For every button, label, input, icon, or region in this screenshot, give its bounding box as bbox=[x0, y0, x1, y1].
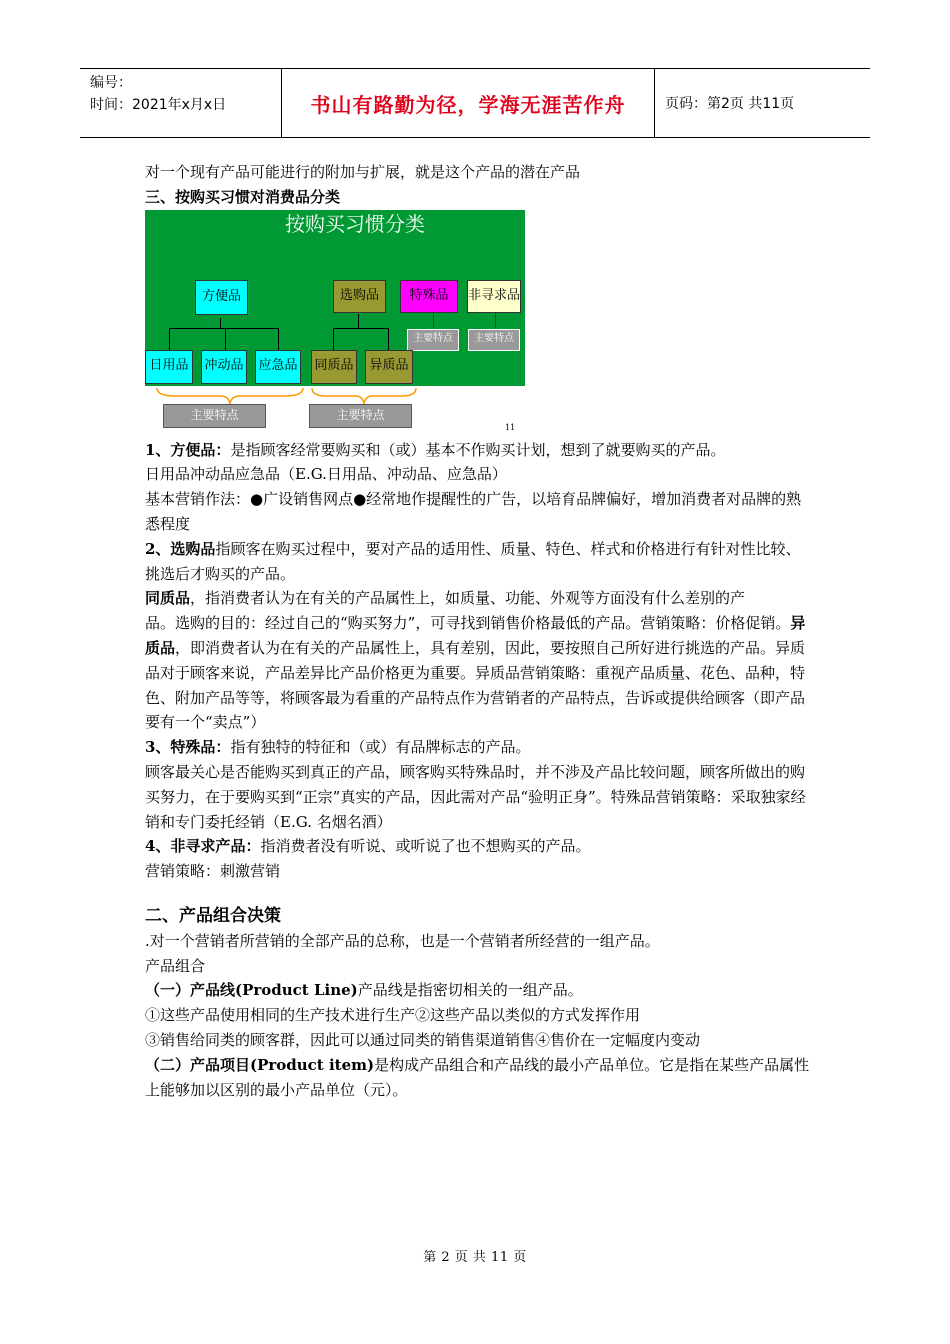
page-info: 页码：第2页 共11页 bbox=[665, 96, 795, 112]
unsought-goods-box: 非寻求品 bbox=[467, 280, 521, 313]
paragraph bbox=[145, 834, 810, 859]
paragraph: 产品组合 bbox=[145, 956, 206, 975]
paragraph-text: 指消费者没有听说、或听说了也不想购买的产品。 bbox=[260, 837, 591, 856]
section-heading: 二、产品组合决策 bbox=[145, 905, 281, 926]
connector-line bbox=[388, 328, 389, 350]
term-homogeneous: 同质品 bbox=[145, 589, 191, 608]
paragraph-text: 是指顾客经常要购买和（或）基本不作购买计划，想到了就要购买的产品。 bbox=[230, 440, 726, 459]
connector-line bbox=[278, 328, 279, 350]
paragraph bbox=[145, 978, 810, 1003]
convenience-goods-box: 方便品 bbox=[195, 280, 248, 315]
paragraph-text: ，指消费者认为在有关的产品属性上，如质量、功能、外观等方面没有什么差别的产 bbox=[190, 589, 746, 608]
paragraph bbox=[145, 586, 810, 611]
paragraph: 日用品冲动品应急品（E.G.日用品、冲动品、应急品） bbox=[145, 465, 507, 484]
paragraph: 顾客最关心是否能购买到真正的产品，顾客购买特殊品时，并不涉及产品比较问题，顾客所做出的购买努力，在于要购买到“正宗”真实的产品，因此需对产品“验明正身”。特殊品营销策略：采取独家经销和专门委托经销（E.G. 名烟名酒） bbox=[145, 762, 806, 831]
header-left-cell bbox=[80, 69, 282, 137]
paragraph-text: 指顾客在购买过程中，要对产品的适用性、质量、特色、样式和价格进行有针对性比较、挑选后才购买的产品。 bbox=[145, 539, 801, 583]
motto: 书山有路勤为径，学海无涯苦作舟 bbox=[282, 69, 655, 137]
paragraph bbox=[145, 735, 810, 760]
section-heading: 三、按购买习惯对消费品分类 bbox=[145, 187, 341, 206]
term-product-line: （一）产品线(Product Line) bbox=[145, 981, 358, 1000]
feature-box-small: 主要特点 bbox=[407, 329, 459, 351]
connector-line bbox=[333, 328, 334, 350]
daily-goods-box: 日用品 bbox=[145, 350, 193, 384]
connector-line bbox=[169, 328, 279, 329]
slide-number: 11 bbox=[505, 422, 516, 432]
homogeneous-goods-box: 同质品 bbox=[311, 350, 357, 384]
connector-line bbox=[333, 328, 388, 329]
paragraph-text: 产品线是指密切相关的一组产品。 bbox=[357, 981, 583, 1000]
connector-line bbox=[495, 312, 496, 328]
paragraph: 营销策略：刺激营销 bbox=[145, 862, 281, 881]
paragraph bbox=[145, 611, 810, 735]
term-unsought: 4、非寻求产品： bbox=[145, 837, 261, 856]
paragraph: ③销售给同类的顾客群，因此可以通过同类的销售渠道销售④售价在一定幅度内变动 bbox=[145, 1030, 701, 1049]
classification-diagram bbox=[145, 210, 535, 435]
paragraph bbox=[145, 1053, 810, 1103]
term-product-item: （二）产品项目(Product item) bbox=[145, 1055, 375, 1074]
time-label: 时间：2021年x月x日 bbox=[90, 97, 227, 113]
paragraph bbox=[145, 537, 810, 587]
specialty-goods-box: 特殊品 bbox=[400, 280, 458, 313]
page-footer: 第 2 页 共 11 页 bbox=[423, 1250, 527, 1265]
document-body bbox=[145, 160, 810, 1102]
paragraph: ①这些产品使用相同的生产技术进行生产②这些产品以类似的方式发挥作用 bbox=[145, 1006, 641, 1025]
term-specialty: 3、特殊品： bbox=[145, 738, 231, 757]
feature-box-small: 主要特点 bbox=[468, 329, 520, 351]
connector-line bbox=[169, 328, 170, 350]
paragraph-text: 指有独特的特征和（或）有品牌标志的产品。 bbox=[230, 738, 531, 757]
paragraph bbox=[145, 438, 810, 463]
page-header bbox=[80, 68, 870, 138]
feature-box-large: 主要特点 bbox=[309, 404, 412, 428]
paragraph-text: ，即消费者认为在有关的产品属性上，具有差别，因此，要按照自己所好进行挑选的产品。异质品对于顾客来说，产品差异比产品价格更为重要。异质品营销策略：重视产品质量、花色、品种，特色、附加产品等等，将顾客最为看重的产品特点作为营销者的产品特点，告诉或提供给顾客（即产品要有一个“卖点”） bbox=[145, 638, 806, 732]
paragraph-text: 是构成产品组合和产品线的最小产品单位。它是指在某些产品属性上能够加以区别的最小产品单位（元）。 bbox=[145, 1055, 810, 1099]
diagram-title: 按购买习惯分类 bbox=[285, 211, 425, 236]
term-shopping: 2、选购品 bbox=[145, 539, 216, 558]
connector-line bbox=[225, 328, 226, 350]
impulse-goods-box: 冲动品 bbox=[201, 350, 247, 384]
connector-line bbox=[358, 314, 359, 328]
term-heterogeneous: 异质品 bbox=[145, 614, 806, 657]
paragraph-text: 品。选购的目的：经过自己的“购买努力”，可寻找到销售价格最低的产品。营销策略：价格促销。 bbox=[145, 614, 791, 633]
term-convenience: 1、方便品： bbox=[145, 440, 231, 459]
heterogeneous-goods-box: 异质品 bbox=[365, 350, 413, 384]
emergency-goods-box: 应急品 bbox=[255, 350, 301, 384]
connector-line bbox=[433, 312, 434, 328]
feature-box-large: 主要特点 bbox=[163, 404, 266, 428]
shopping-goods-box: 选购品 bbox=[333, 280, 386, 313]
paragraph: 基本营销作法：●广设销售网点●经常地作提醒性的广告，以培育品牌偏好，增加消费者对品牌的熟悉程度 bbox=[145, 490, 802, 533]
paragraph: 对一个现有产品可能进行的附加与扩展，就是这个产品的潜在产品 bbox=[145, 163, 581, 181]
paragraph: .对一个营销者所营销的全部产品的总称，也是一个营销者所经营的一组产品。 bbox=[145, 931, 660, 950]
number-label: 编号： bbox=[90, 75, 132, 91]
connector-line bbox=[220, 318, 221, 328]
